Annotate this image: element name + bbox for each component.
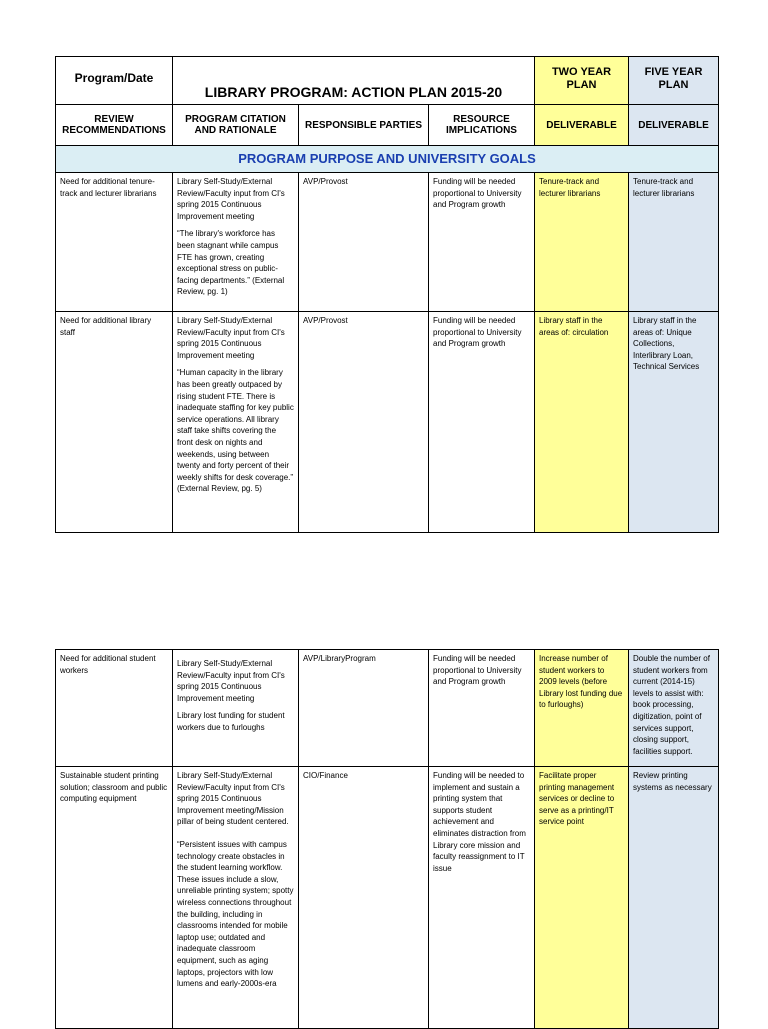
citation-cell [173, 650, 299, 767]
citation-source: Library Self-Study/External Review/Faculty input from CI's spring 2015 Continuous Improvement meeting [177, 316, 285, 360]
resource-cell: Funding will be needed proportional to University and Program growth [429, 312, 535, 533]
citation-quote: “Persistent issues with campus technology create obstacles in the student learning workflow. These issues include a slow, unreliable printing system; spotty wireless connections throughout the building, including in classrooms intended for mobile laptop use; outdated and inadequate classroom equipment, such as aging laptops, projectors with low lumens and early-2000s-era [177, 839, 294, 989]
review-cell: Sustainable student printing solution; classroom and public computing equipment [56, 767, 173, 1029]
parties-cell: CIO/Finance [299, 767, 429, 1029]
action-plan-table-page2 [55, 649, 719, 1029]
deliverable-5yr-cell: Library staff in the areas of: Unique Collections, Interlibrary Loan, Technical Services [629, 312, 719, 533]
citation-cell [173, 173, 299, 312]
col-parties-header: RESPONSIBLE PARTIES [299, 105, 429, 146]
parties-cell: AVP/Provost [299, 173, 429, 312]
citation-quote: Library lost funding for student workers due to furloughs [177, 711, 285, 732]
citation-quote: “The library's workforce has been stagnant while campus FTE has grown, creating exceptional stress on public-facing departments.” (External Review, pg. 1) [177, 229, 285, 297]
parties-cell: AVP/Provost [299, 312, 429, 533]
review-cell: Need for additional tenure-track and lecturer librarians [56, 173, 173, 312]
deliverable-5yr-cell: Tenure-track and lecturer librarians [629, 173, 719, 312]
citation-cell [173, 767, 299, 1029]
review-cell: Need for additional student workers [56, 650, 173, 767]
resource-cell: Funding will be needed proportional to University and Program growth [429, 173, 535, 312]
table-row [56, 173, 719, 312]
citation-source: Library Self-Study/External Review/Faculty input from CI's spring 2015 Continuous Improvement meeting [177, 177, 285, 221]
col-review-header: REVIEW RECOMMENDATIONS [56, 105, 173, 146]
two-year-plan-header: TWO YEAR PLAN [535, 57, 629, 105]
col-deliverable-2yr-header: DELIVERABLE [535, 105, 629, 146]
program-date-header: Program/Date [56, 57, 173, 105]
table-row [56, 312, 719, 533]
citation-source: Library Self-Study/External Review/Faculty input from CI's spring 2015 Continuous Improvement meeting [177, 659, 285, 703]
deliverable-2yr-cell: Increase number of student workers to 2009 levels (before Library lost funding due to furloughs) [535, 650, 629, 767]
deliverable-2yr-cell: Tenure-track and lecturer librarians [535, 173, 629, 312]
resource-cell: Funding will be needed to implement and sustain a printing system that supports student achievement and eliminates distraction from Library core mission and faculty reassignment to IT issue [429, 767, 535, 1029]
table-row [56, 650, 719, 767]
five-year-plan-header: FIVE YEAR PLAN [629, 57, 719, 105]
action-plan-table-page1 [55, 56, 719, 533]
review-cell: Need for additional library staff [56, 312, 173, 533]
deliverable-5yr-cell: Review printing systems as necessary [629, 767, 719, 1029]
parties-cell: AVP/LibraryProgram [299, 650, 429, 767]
citation-quote: “Human capacity in the library has been greatly outpaced by rising student FTE. There is inadequate staffing for key public service operations. All library staff take shifts covering the front desk on nights and weekends, using between twenty and forty percent of their weekly shifts for desk coverage.” (External Review, pg. 5) [177, 368, 294, 494]
deliverable-2yr-cell: Facilitate proper printing management services or decline to serve as a printing/IT service point [535, 767, 629, 1029]
citation-source: Library Self-Study/External Review/Faculty input from CI's spring 2015 Continuous Improvement meeting/Mission pillar of being student centered. [177, 771, 289, 827]
section-heading: PROGRAM PURPOSE AND UNIVERSITY GOALS [56, 146, 719, 173]
deliverable-2yr-cell: Library staff in the areas of: circulation [535, 312, 629, 533]
col-resource-header: RESOURCE IMPLICATIONS [429, 105, 535, 146]
deliverable-5yr-cell: Double the number of student workers from current (2014-15) levels to assist with: book processing, digitization, point of services support, closing support, facilities support. [629, 650, 719, 767]
resource-cell: Funding will be needed proportional to University and Program growth [429, 650, 535, 767]
table-row [56, 767, 719, 1029]
page-title: LIBRARY PROGRAM: ACTION PLAN 2015-20 [173, 57, 535, 105]
citation-cell [173, 312, 299, 533]
col-deliverable-5yr-header: DELIVERABLE [629, 105, 719, 146]
col-citation-header: PROGRAM CITATION AND RATIONALE [173, 105, 299, 146]
